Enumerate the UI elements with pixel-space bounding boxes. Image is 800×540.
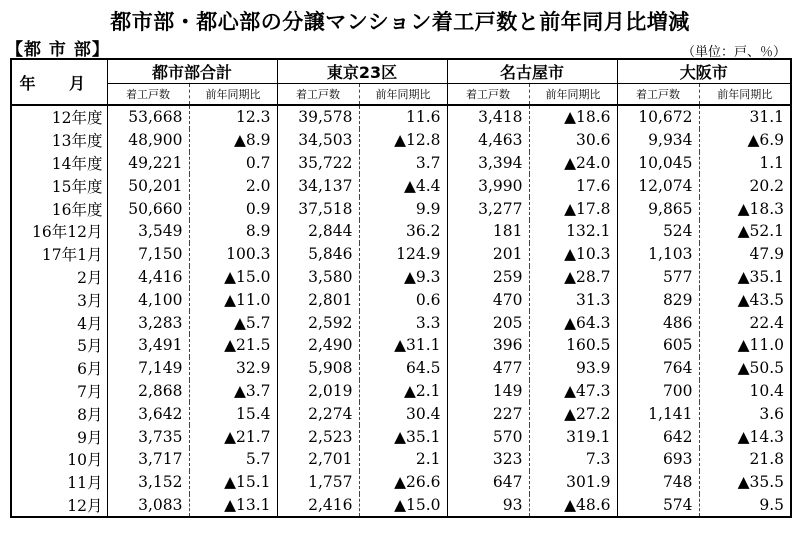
change-cell: 301.9	[529, 471, 617, 494]
table-row	[11, 266, 791, 289]
count-cell: 37,518	[277, 197, 359, 220]
table-row	[11, 311, 791, 334]
change-cell: ▲26.6	[359, 471, 447, 494]
change-cell: 3.7	[359, 152, 447, 175]
count-cell: 647	[447, 471, 529, 494]
count-cell: 2,490	[277, 334, 359, 357]
region-header: 東京23区	[277, 59, 447, 84]
count-cell: 3,642	[107, 402, 189, 425]
table-row	[11, 357, 791, 380]
count-cell: 50,201	[107, 174, 189, 197]
count-cell: 39,578	[277, 105, 359, 129]
change-cell: 36.2	[359, 220, 447, 243]
change-cell: ▲13.1	[189, 494, 277, 518]
change-cell: ▲3.7	[189, 380, 277, 403]
change-cell: ▲8.9	[189, 129, 277, 152]
count-cell: 396	[447, 334, 529, 357]
change-cell: ▲35.1	[699, 266, 791, 289]
table-row	[11, 197, 791, 220]
table-row	[11, 288, 791, 311]
count-cell: 1,141	[617, 402, 699, 425]
corner-header: 年 月	[11, 59, 107, 105]
count-cell: 605	[617, 334, 699, 357]
table-row	[11, 448, 791, 471]
change-cell: ▲6.9	[699, 129, 791, 152]
change-cell: ▲11.0	[699, 334, 791, 357]
subheader-change: 前年同期比	[359, 84, 447, 106]
row-label: 5月	[77, 337, 103, 356]
count-cell: 259	[447, 266, 529, 289]
table-row	[11, 471, 791, 494]
count-cell: 2,523	[277, 425, 359, 448]
change-cell: ▲11.0	[189, 288, 277, 311]
count-cell: 477	[447, 357, 529, 380]
count-cell: 2,592	[277, 311, 359, 334]
change-cell: ▲47.3	[529, 380, 617, 403]
data-table	[10, 58, 792, 518]
change-cell: ▲21.7	[189, 425, 277, 448]
row-label: 17年1月	[41, 246, 103, 265]
table-row	[11, 494, 791, 518]
table-row	[11, 243, 791, 266]
count-cell: 829	[617, 288, 699, 311]
count-cell: 574	[617, 494, 699, 518]
count-cell: 7,149	[107, 357, 189, 380]
table-row	[11, 425, 791, 448]
page-title: 都市部・都心部の分譲マンション着工戸数と前年同月比増減	[110, 10, 690, 34]
change-cell: 10.4	[699, 380, 791, 403]
change-cell: ▲31.1	[359, 334, 447, 357]
subheader-change: 前年同期比	[189, 84, 277, 106]
count-cell: 227	[447, 402, 529, 425]
change-cell: 0.6	[359, 288, 447, 311]
count-cell: 4,100	[107, 288, 189, 311]
change-cell: ▲2.1	[359, 380, 447, 403]
change-cell: 319.1	[529, 425, 617, 448]
count-cell: 49,221	[107, 152, 189, 175]
change-cell: 12.3	[189, 105, 277, 129]
change-cell: 2.0	[189, 174, 277, 197]
count-cell: 3,717	[107, 448, 189, 471]
change-cell: 124.9	[359, 243, 447, 266]
subheader-count: 着工戸数	[617, 84, 699, 106]
change-cell: 132.1	[529, 220, 617, 243]
count-cell: 10,672	[617, 105, 699, 129]
count-cell: 486	[617, 311, 699, 334]
count-cell: 3,277	[447, 197, 529, 220]
change-cell: ▲17.8	[529, 197, 617, 220]
count-cell: 2,801	[277, 288, 359, 311]
row-label: 11月	[67, 474, 103, 493]
change-cell: 160.5	[529, 334, 617, 357]
count-cell: 201	[447, 243, 529, 266]
count-cell: 577	[617, 266, 699, 289]
change-cell: ▲5.7	[189, 311, 277, 334]
change-cell: ▲50.5	[699, 357, 791, 380]
count-cell: 3,418	[447, 105, 529, 129]
table-row	[11, 174, 791, 197]
subheader-count: 着工戸数	[447, 84, 529, 106]
subheader-change: 前年同期比	[699, 84, 791, 106]
count-cell: 12,074	[617, 174, 699, 197]
row-label: 13年度	[51, 132, 103, 151]
count-cell: 3,580	[277, 266, 359, 289]
change-cell: ▲15.1	[189, 471, 277, 494]
change-cell: ▲15.0	[359, 494, 447, 518]
table-row	[11, 152, 791, 175]
change-cell: ▲14.3	[699, 425, 791, 448]
subheader-count: 着工戸数	[107, 84, 189, 106]
change-cell: 30.6	[529, 129, 617, 152]
count-cell: 34,137	[277, 174, 359, 197]
row-label: 12年度	[51, 109, 103, 128]
count-cell: 3,394	[447, 152, 529, 175]
change-cell: 47.9	[699, 243, 791, 266]
change-cell: 5.7	[189, 448, 277, 471]
change-cell: 21.8	[699, 448, 791, 471]
count-cell: 53,668	[107, 105, 189, 129]
count-cell: 3,283	[107, 311, 189, 334]
table-row	[11, 105, 791, 129]
count-cell: 4,416	[107, 266, 189, 289]
change-cell: 7.3	[529, 448, 617, 471]
count-cell: 3,735	[107, 425, 189, 448]
change-cell: ▲18.6	[529, 105, 617, 129]
count-cell: 2,844	[277, 220, 359, 243]
row-label: 14年度	[51, 154, 103, 173]
count-cell: 10,045	[617, 152, 699, 175]
count-cell: 7,150	[107, 243, 189, 266]
subheader-count: 着工戸数	[277, 84, 359, 106]
change-cell: 31.3	[529, 288, 617, 311]
count-cell: 50,660	[107, 197, 189, 220]
count-cell: 5,846	[277, 243, 359, 266]
row-label: 7月	[77, 382, 103, 401]
change-cell: 2.1	[359, 448, 447, 471]
change-cell: 0.9	[189, 197, 277, 220]
count-cell: 2,019	[277, 380, 359, 403]
change-cell: 93.9	[529, 357, 617, 380]
count-cell: 693	[617, 448, 699, 471]
row-label: 3月	[77, 291, 103, 310]
count-cell: 764	[617, 357, 699, 380]
change-cell: 31.1	[699, 105, 791, 129]
row-label: 6月	[77, 360, 103, 379]
table-row	[11, 380, 791, 403]
count-cell: 470	[447, 288, 529, 311]
change-cell: 3.6	[699, 402, 791, 425]
change-cell: 100.3	[189, 243, 277, 266]
change-cell: 22.4	[699, 311, 791, 334]
count-cell: 323	[447, 448, 529, 471]
count-cell: 3,549	[107, 220, 189, 243]
count-cell: 93	[447, 494, 529, 518]
row-label: 10月	[67, 451, 103, 470]
change-cell: 8.9	[189, 220, 277, 243]
change-cell: ▲24.0	[529, 152, 617, 175]
change-cell: ▲35.1	[359, 425, 447, 448]
count-cell: 3,990	[447, 174, 529, 197]
count-cell: 5,908	[277, 357, 359, 380]
count-cell: 9,865	[617, 197, 699, 220]
count-cell: 2,701	[277, 448, 359, 471]
table-row	[11, 334, 791, 357]
change-cell: 30.4	[359, 402, 447, 425]
count-cell: 205	[447, 311, 529, 334]
change-cell: 32.9	[189, 357, 277, 380]
table-row	[11, 220, 791, 243]
change-cell: ▲35.5	[699, 471, 791, 494]
count-cell: 1,103	[617, 243, 699, 266]
count-cell: 149	[447, 380, 529, 403]
count-cell: 48,900	[107, 129, 189, 152]
table-row	[11, 129, 791, 152]
change-cell: ▲21.5	[189, 334, 277, 357]
region-header: 大阪市	[617, 59, 791, 84]
row-label: 16年12月	[32, 223, 103, 242]
row-label: 8月	[77, 405, 103, 424]
count-cell: 35,722	[277, 152, 359, 175]
count-cell: 2,416	[277, 494, 359, 518]
table-body	[11, 105, 791, 517]
change-cell: 11.6	[359, 105, 447, 129]
count-cell: 3,083	[107, 494, 189, 518]
count-cell: 9,934	[617, 129, 699, 152]
row-label: 9月	[77, 428, 103, 447]
change-cell: ▲4.4	[359, 174, 447, 197]
change-cell: ▲12.8	[359, 129, 447, 152]
count-cell: 2,274	[277, 402, 359, 425]
table-row	[11, 402, 791, 425]
change-cell: 3.3	[359, 311, 447, 334]
change-cell: ▲15.0	[189, 266, 277, 289]
count-cell: 181	[447, 220, 529, 243]
count-cell: 34,503	[277, 129, 359, 152]
change-cell: 15.4	[189, 402, 277, 425]
section-label: 【都 市 部】	[6, 40, 110, 60]
count-cell: 642	[617, 425, 699, 448]
count-cell: 700	[617, 380, 699, 403]
count-cell: 4,463	[447, 129, 529, 152]
change-cell: ▲28.7	[529, 266, 617, 289]
row-label: 4月	[77, 314, 103, 333]
count-cell: 524	[617, 220, 699, 243]
change-cell: ▲18.3	[699, 197, 791, 220]
change-cell: ▲27.2	[529, 402, 617, 425]
change-cell: ▲52.1	[699, 220, 791, 243]
change-cell: 9.9	[359, 197, 447, 220]
count-cell: 2,868	[107, 380, 189, 403]
change-cell: ▲43.5	[699, 288, 791, 311]
count-cell: 570	[447, 425, 529, 448]
subheader-change: 前年同期比	[529, 84, 617, 106]
change-cell: 20.2	[699, 174, 791, 197]
unit-note: （単位：戸、％）	[681, 45, 786, 60]
change-cell: 17.6	[529, 174, 617, 197]
count-cell: 1,757	[277, 471, 359, 494]
change-cell: ▲48.6	[529, 494, 617, 518]
count-cell: 3,491	[107, 334, 189, 357]
count-cell: 748	[617, 471, 699, 494]
region-header: 都市部合計	[107, 59, 277, 84]
change-cell: ▲9.3	[359, 266, 447, 289]
change-cell: 9.5	[699, 494, 791, 518]
count-cell: 3,152	[107, 471, 189, 494]
change-cell: 0.7	[189, 152, 277, 175]
change-cell: 64.5	[359, 357, 447, 380]
change-cell: 1.1	[699, 152, 791, 175]
change-cell: ▲64.3	[529, 311, 617, 334]
row-label: 16年度	[51, 200, 103, 219]
row-label: 12月	[67, 496, 103, 515]
region-header: 名古屋市	[447, 59, 617, 84]
row-label: 2月	[77, 268, 103, 287]
row-label: 15年度	[51, 177, 103, 196]
change-cell: ▲10.3	[529, 243, 617, 266]
